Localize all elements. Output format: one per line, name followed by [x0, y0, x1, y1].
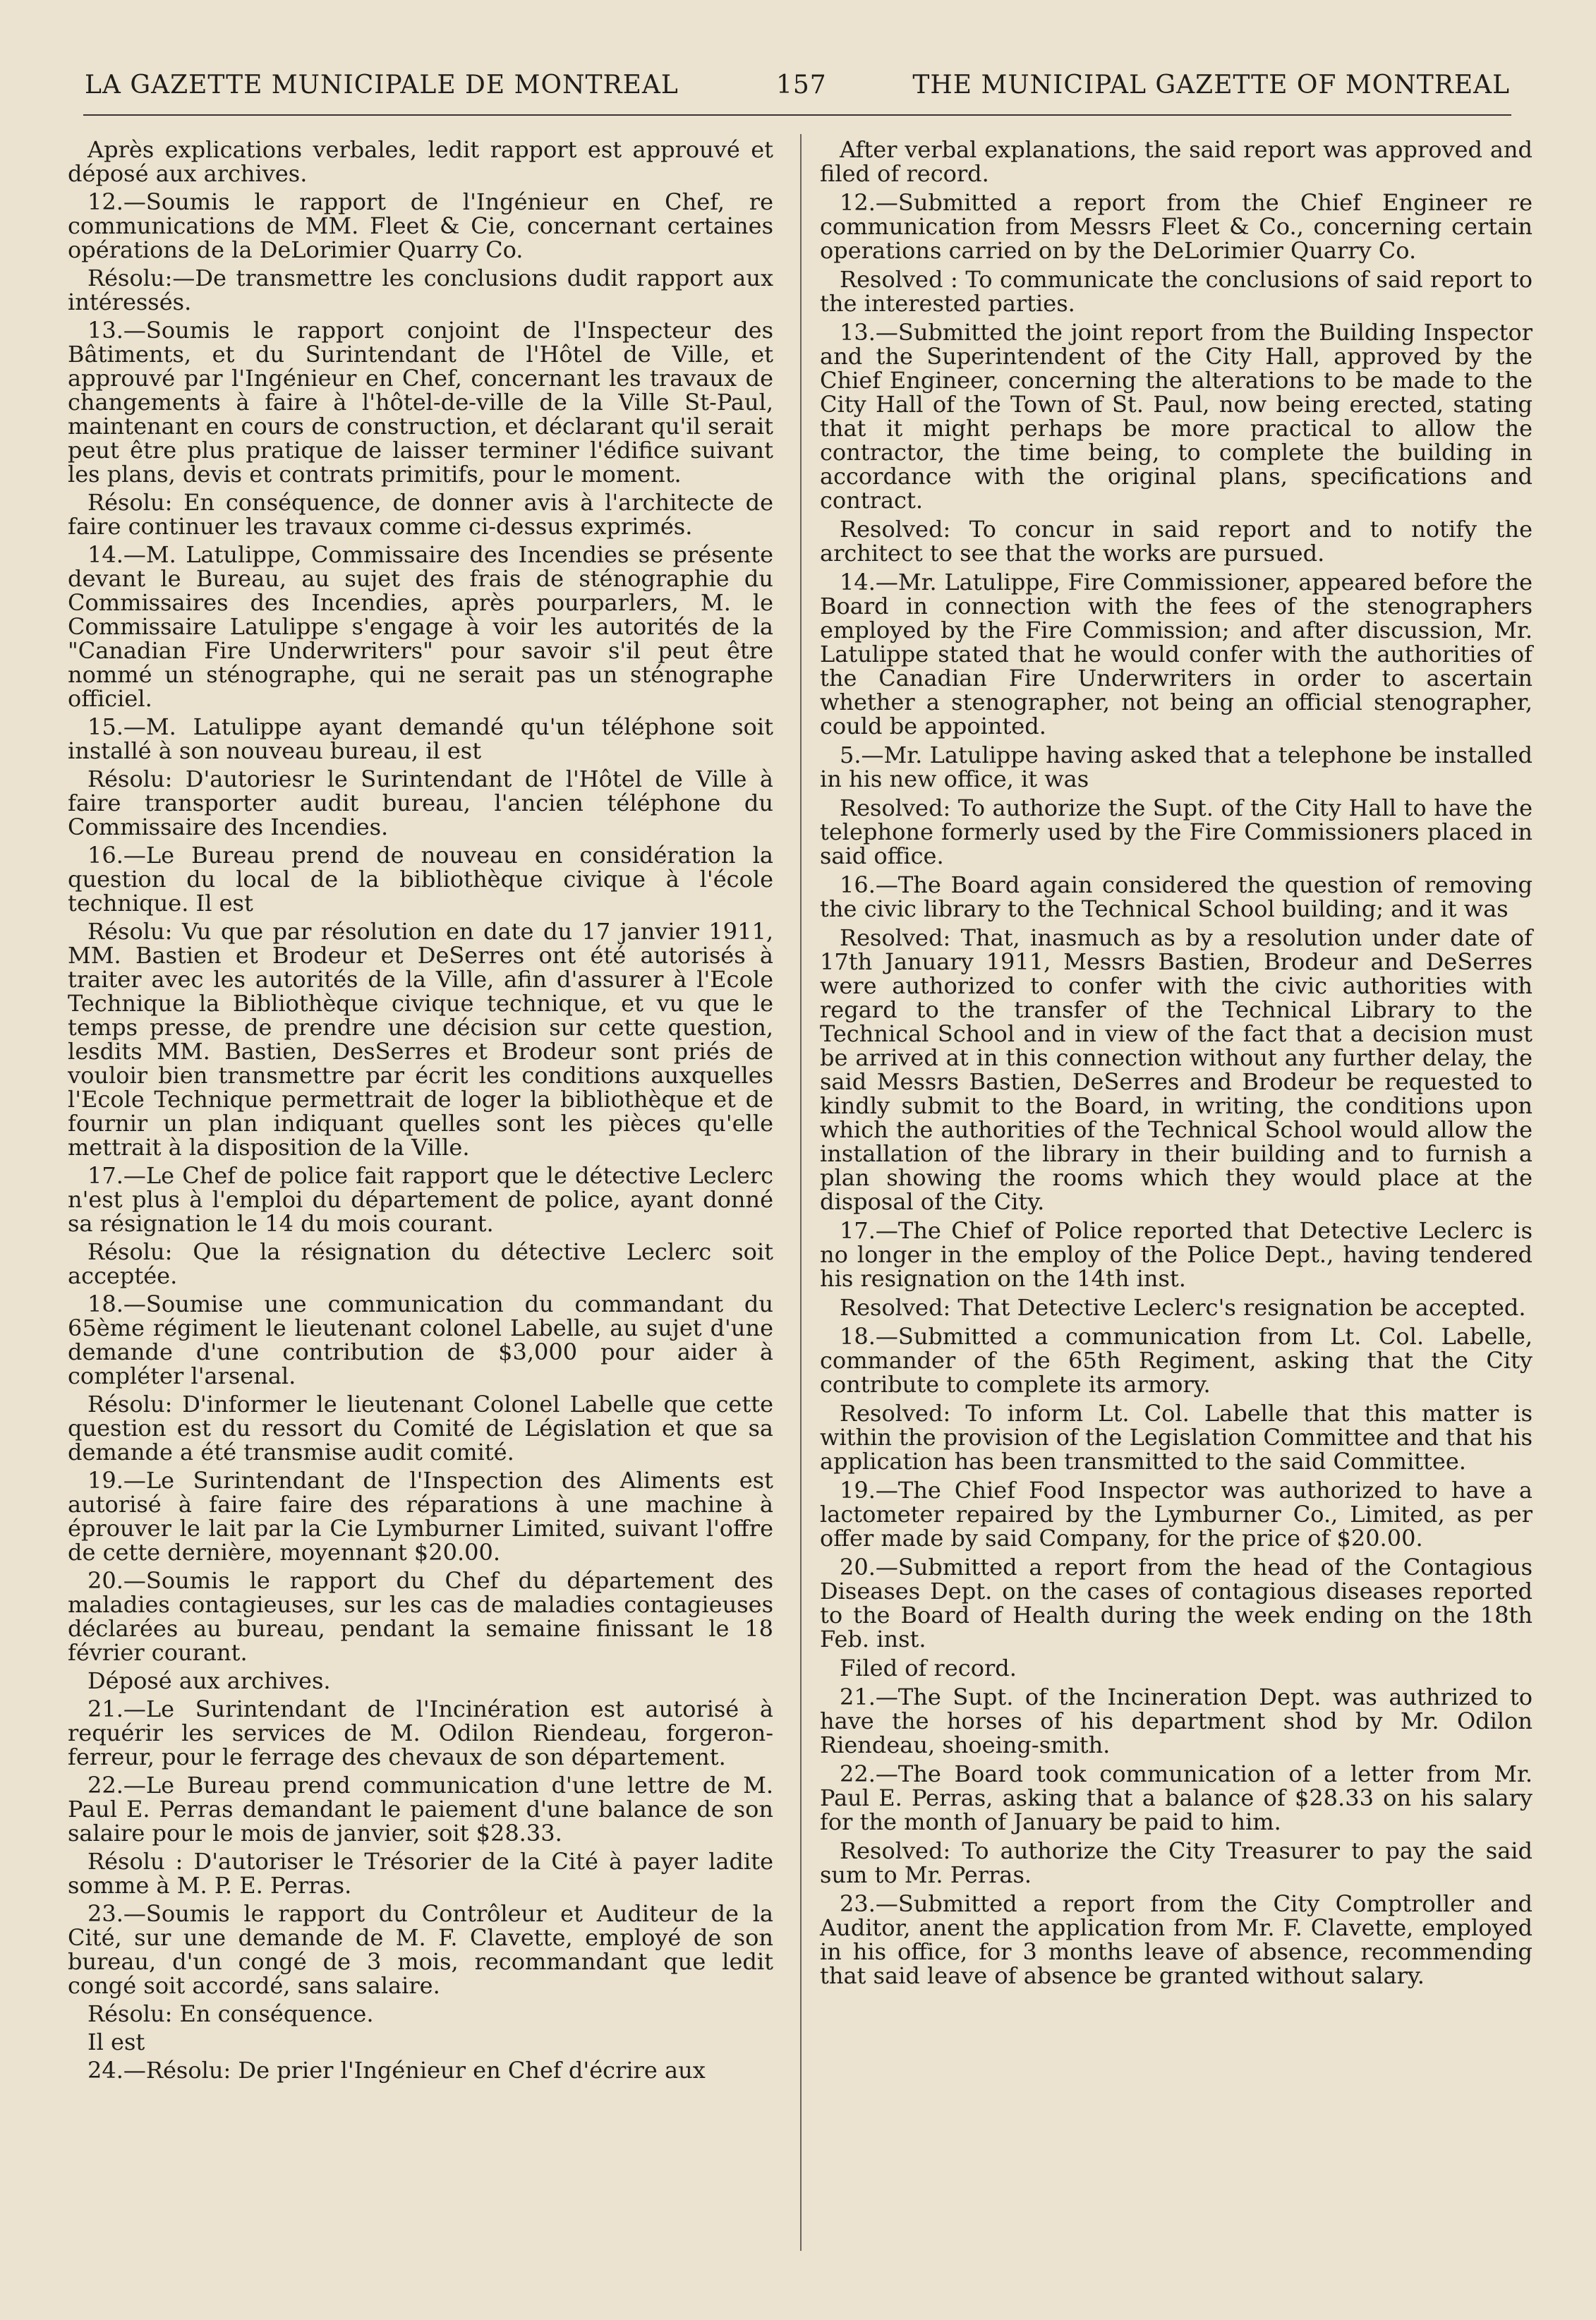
header-title-french: LA GAZETTE MUNICIPALE DE MONTREAL [85, 71, 679, 99]
english-paragraph: 13.—Submitted the joint report from the Building Inspector and the Superintendent of the City Hall, approved by the Chief Engineer, concerning the alterations to be made to the City Hall of the Town of St. Paul, now being erected, stating that it might perhaps be more practical to allow the contractor, the time being, to complete the building in accordance with the original plans, specifications and contract. [820, 319, 1532, 514]
french-paragraph: Après explications verbales, ledit rapport est approuvé et déposé aux archives. [68, 136, 773, 187]
french-paragraph: 17.—Le Chef de police fait rapport que le détective Leclerc n'est plus à l'emploi du département de police, ayant donné sa résignation le 14 du mois courant. [68, 1162, 773, 1237]
column-divider [800, 134, 802, 2251]
english-column [820, 138, 1532, 1993]
french-paragraph: 23.—Soumis le rapport du Contrôleur et Auditeur de la Cité, sur une demande de M. F. Clavette, employé de son bureau, d'un congé de 3 mois, recommandant que ledit congé soit accordé, sans salaire. [68, 1900, 773, 1999]
french-paragraph: 12.—Soumis le rapport de l'Ingénieur en Chef, re communications de MM. Fleet & Cie, concernant certaines opérations de la DeLorimier Quarry Co. [68, 188, 773, 263]
english-paragraph: Resolved: To inform Lt. Col. Labelle that this matter is within the provision of the Legislation Committee and that his application has been transmitted to the said Committee. [820, 1400, 1533, 1475]
english-paragraph: 5.—Mr. Latulippe having asked that a telephone be installed in his new office, it was [820, 742, 1532, 792]
french-paragraph: 24.—Résolu: De prier l'Ingénieur en Chef d'écrire aux [87, 2057, 706, 2084]
english-paragraph: 21.—The Supt. of the Incineration Dept. was authrized to have the horses of his department shod by Mr. Odilon Riendeau, shoeing-smith. [820, 1684, 1532, 1758]
english-paragraph: 14.—Mr. Latulippe, Fire Commissioner, appeared before the Board in connection with the fees of the stenographers employed by the Fire Commission; and after discussion, Mr. Latulippe stated that he would confer with the authorities of the Canadian Fire Underwriters in order to ascertain whether a stenographer, not being an official stenographer, could be appointed. [820, 569, 1532, 739]
english-paragraph: 23.—Submitted a report from the City Comptroller and Auditor, anent the application from Mr. F. Clavette, employed in his office, for 3 months leave of absence, recommending that said leave of absence be granted without salary. [820, 1890, 1532, 1989]
header-rule [83, 114, 1511, 116]
french-paragraph: Il est [87, 2029, 145, 2055]
french-paragraph: Résolu: En conséquence. [87, 2000, 374, 2027]
french-paragraph: Résolu: En conséquence, de donner avis à l'architecte de faire continuer les travaux comme ci-dessus exprimés. [68, 489, 773, 540]
french-paragraph: Résolu: D'informer le lieutenant Colonel Labelle que cette question est du ressort du Comité de Législation et que sa demande a été transmise audit comité. [68, 1391, 773, 1466]
french-paragraph: 18.—Soumise une communication du commandant du 65ème régiment le lieutenant colonel Labelle, au sujet d'une demande d'une contribution de $3,000 pour aider à compléter l'arsenal. [68, 1291, 773, 1389]
english-paragraph: Filed of record. [840, 1655, 1017, 1681]
french-paragraph: 14.—M. Latulippe, Commissaire des Incendies se présente devant le Bureau, au sujet des frais de sténographie du Commissaires des Incendies, après pourparlers, M. le Commissaire Latulippe s'engage à voir les autorités de la "Canadian Fire Underwriters" pour savoir s'il peut être nommé un sténographe, qui ne serait pas un sténographe officiel. [68, 541, 773, 712]
french-paragraph: Résolu: Que la résignation du détective Leclerc soit acceptée. [68, 1238, 773, 1289]
french-paragraph: 19.—Le Surintendant de l'Inspection des Aliments est autorisé à faire faire des réparations à une machine à éprouver le lait par la Cie Lymburner Limited, suivant l'offre de cette dernière, moyennant $20.00. [68, 1467, 773, 1566]
french-paragraph: 22.—Le Bureau prend communication d'une lettre de M. Paul E. Perras demandant le paiement d'une balance de son salaire pour le mois de janvier, soit $28.33. [68, 1772, 773, 1847]
english-paragraph: 19.—The Chief Food Inspector was authorized to have a lactometer repaired by the Lymburner Co., Limited, as per offer made by said Company, for the price of $20.00. [820, 1477, 1532, 1552]
english-paragraph: 17.—The Chief of Police reported that Detective Leclerc is no longer in the employ of the Police Dept., having tendered his resignation on the 14th inst. [820, 1217, 1532, 1292]
french-paragraph: 16.—Le Bureau prend de nouveau en considération la question du local de la bibliothèque civique à l'école technique. Il est [68, 842, 773, 917]
english-paragraph: 12.—Submitted a report from the Chief Engineer re communication from Messrs Fleet & Co., concerning certain operations carried on by the DeLorimier Quarry Co. [820, 189, 1532, 264]
english-paragraph: 22.—The Board took communication of a letter from Mr. Paul E. Perras, asking that a balance of $28.33 on his salary for the month of January be paid to him. [820, 1760, 1532, 1835]
page-header [85, 71, 1510, 120]
french-paragraph: Déposé aux archives. [87, 1667, 331, 1694]
french-paragraph: 13.—Soumis le rapport conjoint de l'Inspecteur des Bâtiments, et du Surintendant de l'Hôtel de Ville, et approuvé par l'Ingénieur en Chef, concernant les travaux de changements à faire à l'hôtel-de-ville de la Ville St-Paul, maintenant en cours de construction, et déclarant qu'il serait peut être plus pratique de laisser terminer l'édifice suivant les plans, devis et contrats primitifs, pour le moment. [68, 317, 773, 488]
english-paragraph: Resolved: To concur in said report and to notify the architect to see that the works are pursued. [820, 516, 1532, 567]
french-paragraph: 20.—Soumis le rapport du Chef du département des maladies contagieuses, sur les cas de maladies contagieuses déclarées au bureau, pendant la semaine finissant le 18 février courant. [68, 1567, 773, 1666]
header-title-english: THE MUNICIPAL GAZETTE OF MONTREAL [912, 71, 1510, 99]
english-paragraph: Resolved: That Detective Leclerc's resignation be accepted. [840, 1294, 1526, 1321]
english-paragraph: Resolved: To authorize the City Treasurer to pay the said sum to Mr. Perras. [820, 1837, 1532, 1888]
english-paragraph: Resolved: To authorize the Supt. of the City Hall to have the telephone formerly used by the Fire Commissioners placed in said office. [820, 795, 1532, 869]
english-paragraph: Resolved : To communicate the conclusions of said report to the interested parties. [820, 266, 1532, 317]
english-paragraph: After verbal explanations, the said report was approved and filed of record. [820, 136, 1532, 187]
french-paragraph: 15.—M. Latulippe ayant demandé qu'un téléphone soit installé à son nouveau bureau, il est [68, 713, 773, 764]
french-column [68, 138, 773, 2086]
french-paragraph: Résolu : D'autoriser le Trésorier de la Cité à payer ladite somme à M. P. E. Perras. [68, 1848, 773, 1899]
english-paragraph: Resolved: That, inasmuch as by a resolution under date of 17th January 1911, Messrs Bastien, Brodeur and DeSerres were authorized to confer with the civic authorities with regard to the transfer of the Technical Library to the Technical School and in view of the fact that a decision must be arrived at in this connection without any further delay, the said Messrs Bastien, DeSerres and Brodeur be requested to kindly submit to the Board, in writing, the conditions upon which the authorities of the Technical School would allow the installation of the library in their building and to furnish a plan showing the rooms which they would place at the disposal of the City. [820, 924, 1532, 1215]
french-paragraph: Résolu: Vu que par résolution en date du 17 janvier 1911, MM. Bastien et Brodeur et DeSerres ont été autorisés à traiter avec les autorités de la Ville, afin d'assurer à l'Ecole Technique la Bibliothèque civique technique, et vu que le temps presse, de prendre une décision sur cette question, lesdits MM. Bastien, DesSerres et Brodeur sont priés de vouloir bien transmettre par écrit les conditions auxquelles l'Ecole Technique permettrait de loger la bibliothèque et de fournir un plan indiquant quelles sont les pièces qu'elle mettrait à la disposition de la Ville. [68, 918, 773, 1161]
french-paragraph: Résolu: D'autoriesr le Surintendant de l'Hôtel de Ville à faire transporter audit bureau, l'ancien téléphone du Commissaire des Incendies. [68, 766, 773, 840]
page-number: 157 [776, 71, 827, 99]
french-paragraph: 21.—Le Surintendant de l'Incinération est autorisé à requérir les services de M. Odilon Riendeau, forgeron-ferreur, pour le ferrage des chevaux de son département. [68, 1696, 773, 1770]
french-paragraph: Résolu:—De transmettre les conclusions dudit rapport aux intéressés. [68, 265, 773, 315]
english-paragraph: 16.—The Board again considered the question of removing the civic library to the Technical School building; and it was [820, 871, 1532, 922]
english-paragraph: 20.—Submitted a report from the head of the Contagious Diseases Dept. on the cases of contagious diseases reported to the Board of Health during the week ending on the 18th Feb. inst. [820, 1554, 1532, 1653]
english-paragraph: 18.—Submitted a communication from Lt. Col. Labelle, commander of the 65th Regiment, asking that the City contribute to complete its armory. [820, 1323, 1532, 1398]
